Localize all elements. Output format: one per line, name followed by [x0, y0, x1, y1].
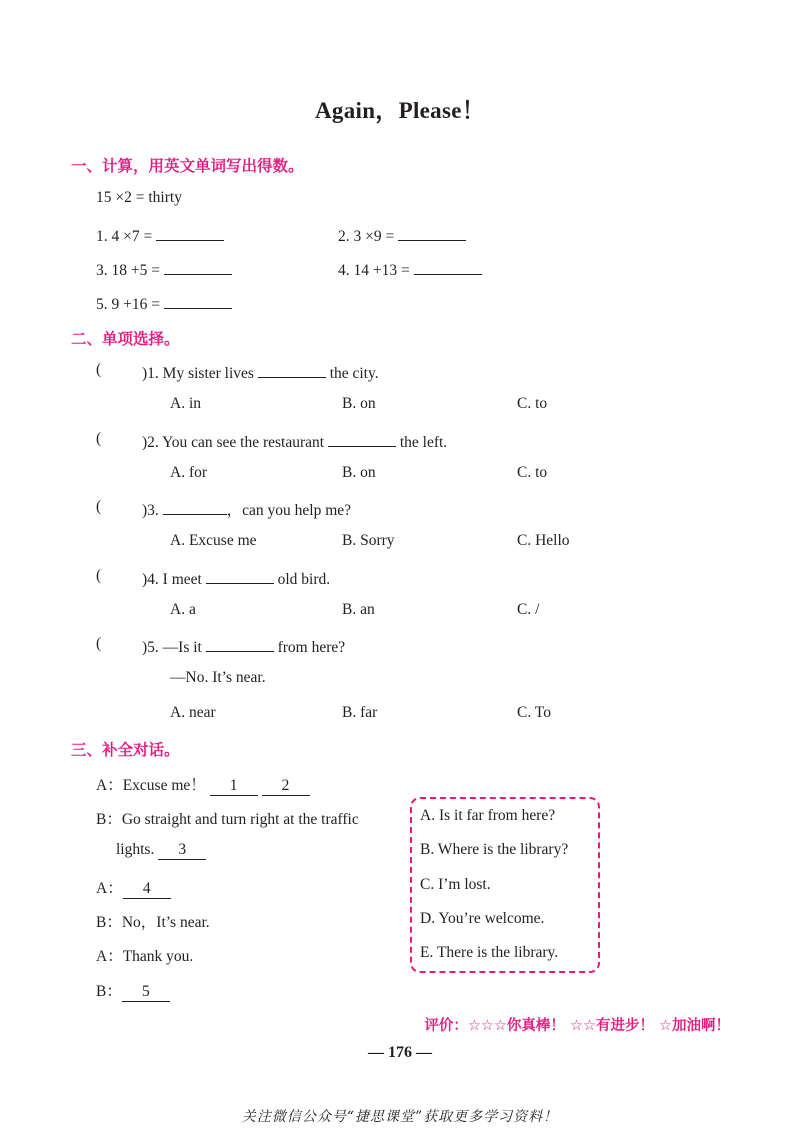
equation-4-label: 4. 14 +13 =	[338, 262, 410, 279]
q2-option-c[interactable]: C. to	[517, 464, 548, 481]
q4-option-c[interactable]: C. /	[517, 601, 540, 618]
answer-blank-3[interactable]	[164, 258, 232, 275]
equation-5	[96, 292, 232, 314]
dialogue-blank-5[interactable]: 5	[122, 983, 170, 1002]
q4-option-a[interactable]: A. a	[170, 601, 196, 618]
section-2-heading: 二、单项选择。	[71, 330, 180, 348]
dialogue-line-5: B：No，It’s near.	[96, 914, 210, 931]
dialogue-option-a[interactable]: A. Is it far from here?	[420, 807, 556, 824]
dialogue-blank-1[interactable]: 1	[210, 777, 258, 796]
equation-3	[96, 258, 232, 280]
q4-text-after: old bird.	[277, 571, 331, 588]
dialogue-line-6: A：Thank you.	[96, 948, 194, 965]
q2-text-before: )2. You can see the restaurant	[142, 434, 325, 451]
q1-option-c[interactable]: C. to	[517, 395, 548, 412]
answer-blank-2[interactable]	[398, 224, 466, 241]
equation-2	[338, 224, 466, 246]
q1-bracket[interactable]: (	[96, 361, 102, 378]
q1-text-after: the city.	[329, 365, 379, 382]
dialogue-option-b[interactable]: B. Where is the library?	[420, 841, 569, 858]
q3-text-before: )3.	[142, 502, 159, 519]
dialogue-line-7-text: B：	[96, 983, 122, 1000]
q3-option-a[interactable]: A. Excuse me	[170, 532, 257, 549]
q5-option-c[interactable]: C. To	[517, 704, 551, 721]
q5-blank[interactable]	[206, 635, 274, 652]
equation-4	[338, 258, 482, 280]
dialogue-blank-4[interactable]: 4	[123, 880, 171, 899]
evaluation-line: 评价：☆☆☆你真棒！ ☆☆有进步！ ☆加油啊！	[424, 1018, 730, 1034]
equation-5-label: 5. 9 +16 =	[96, 296, 160, 313]
dialogue-blank-2[interactable]: 2	[262, 777, 310, 796]
q3-option-b[interactable]: B. Sorry	[342, 532, 395, 549]
dialogue-option-d[interactable]: D. You’re welcome.	[420, 910, 545, 927]
dialogue-line-4	[96, 876, 171, 899]
dialogue-blank-3[interactable]: 3	[158, 841, 206, 860]
q4-blank[interactable]	[206, 567, 274, 584]
example-equation: 15 ×2 = thirty	[96, 189, 182, 206]
q1-option-b[interactable]: B. on	[342, 395, 376, 412]
q5-option-a[interactable]: A. near	[170, 704, 216, 721]
q4-stem	[142, 567, 330, 589]
equation-2-label: 2. 3 ×9 =	[338, 228, 395, 245]
q1-option-a[interactable]: A. in	[170, 395, 201, 412]
q2-option-a[interactable]: A. for	[170, 464, 208, 481]
dialogue-line-3-text: lights.	[116, 841, 155, 858]
q5-stem	[142, 635, 345, 657]
footer-note: 关注微信公众号“捷思课堂”获取更多学习资料！	[241, 1109, 559, 1125]
q5-text-after: from here?	[277, 639, 346, 656]
q3-blank[interactable]	[163, 498, 227, 515]
q3-text-after: ，can you help me?	[226, 502, 352, 519]
q5-bracket[interactable]: (	[96, 635, 102, 652]
q1-blank[interactable]	[258, 361, 326, 378]
dialogue-option-e[interactable]: E. There is the library.	[420, 944, 559, 961]
q4-text-before: )4. I meet	[142, 571, 202, 588]
page-number: — 176 —	[368, 1044, 432, 1061]
section-1-heading: 一、计算，用英文单词写出得数。	[71, 157, 304, 175]
dialogue-line-7	[96, 979, 170, 1002]
dialogue-line-2: B：Go straight and turn right at the traffic	[96, 811, 359, 828]
equation-1-label: 1. 4 ×7 =	[96, 228, 153, 245]
q1-text-before: )1. My sister lives	[142, 365, 254, 382]
dialogue-option-c[interactable]: C. I’m lost.	[420, 876, 491, 893]
answer-blank-5[interactable]	[164, 292, 232, 309]
q3-stem	[142, 498, 351, 520]
q2-text-after: the left.	[399, 434, 448, 451]
dialogue-line-1-text: A：Excuse me！	[96, 777, 206, 794]
q1-stem	[142, 361, 379, 383]
q2-option-b[interactable]: B. on	[342, 464, 376, 481]
answer-blank-1[interactable]	[156, 224, 224, 241]
q4-option-b[interactable]: B. an	[342, 601, 375, 618]
answer-blank-4[interactable]	[414, 258, 482, 275]
dialogue-line-4-text: A：	[96, 880, 123, 897]
q2-bracket[interactable]: (	[96, 430, 102, 447]
q3-option-c[interactable]: C. Hello	[517, 532, 570, 549]
q5-option-b[interactable]: B. far	[342, 704, 378, 721]
dialogue-line-3	[116, 841, 206, 860]
equation-1	[96, 224, 224, 246]
q4-bracket[interactable]: (	[96, 567, 102, 584]
equation-3-label: 3. 18 +5 =	[96, 262, 160, 279]
page-title: Again，Please！	[315, 98, 485, 123]
q2-blank[interactable]	[328, 430, 396, 447]
section-3-heading: 三、补全对话。	[71, 741, 180, 759]
dialogue-line-1	[96, 773, 310, 796]
q5-reply: —No. It’s near.	[170, 669, 266, 686]
q3-bracket[interactable]: (	[96, 498, 102, 515]
q5-text-before: )5. —Is it	[142, 639, 202, 656]
q2-stem	[142, 430, 447, 452]
